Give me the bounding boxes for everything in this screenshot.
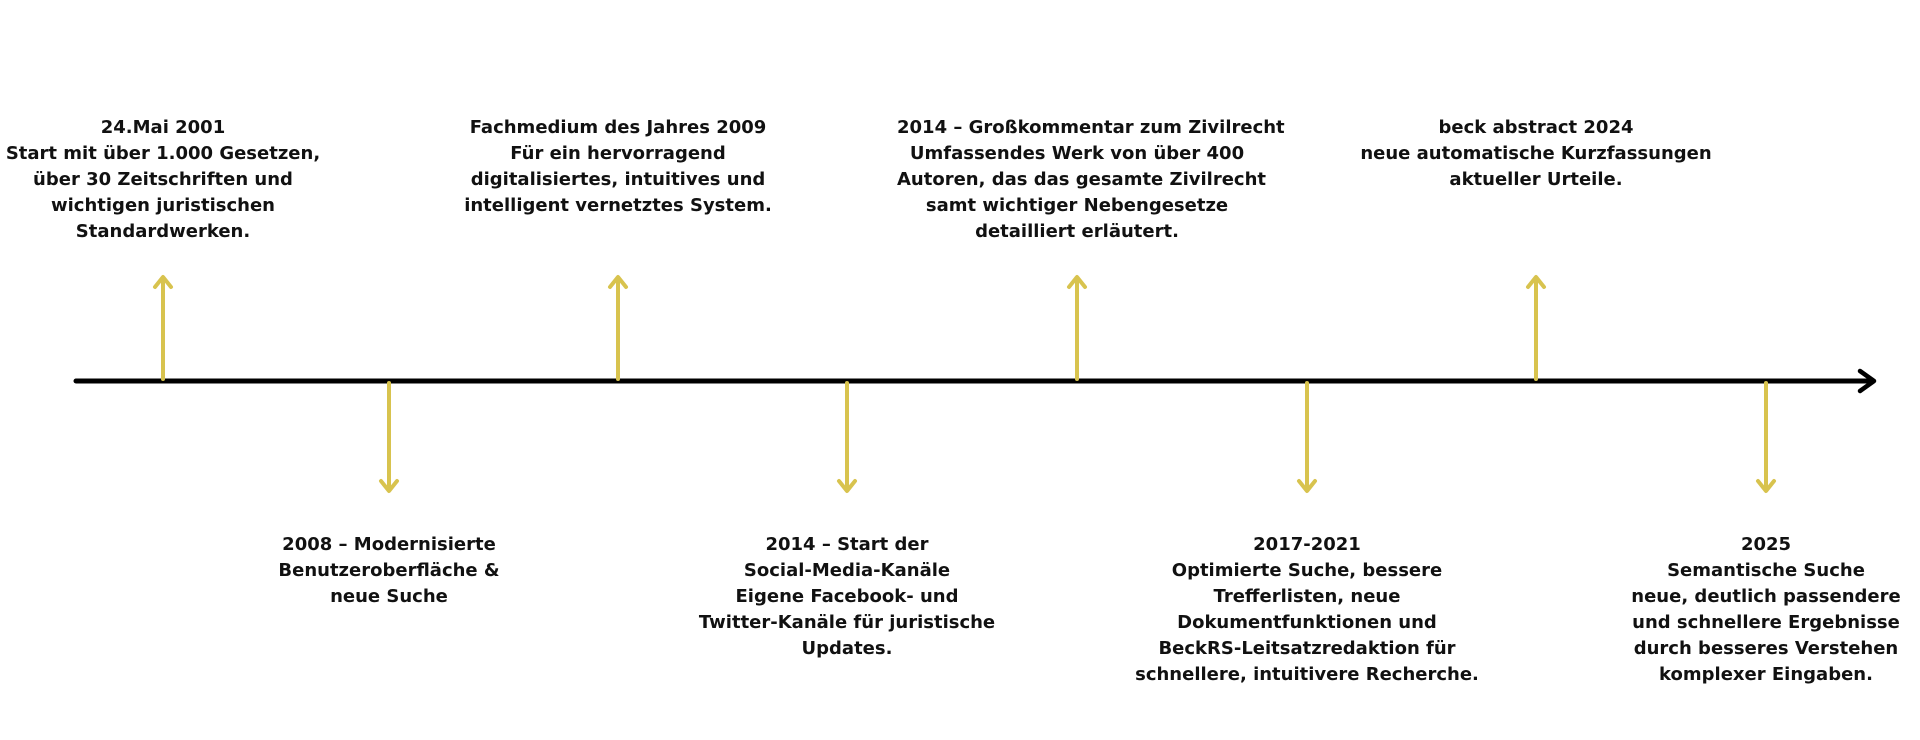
event-title: Fachmedium des Jahres 2009 (469, 117, 767, 138)
event-description-line: intelligent vernetztes System. (464, 195, 772, 216)
event-description-line: Umfassendes Werk von über 400 (909, 143, 1245, 164)
event-description-line: Standardwerken. (75, 221, 251, 242)
event-description-line: neue, deutlich passendere (1631, 586, 1901, 607)
event-description-line: durch besseres Verstehen (1633, 638, 1899, 659)
event-description-line: Benutzeroberfläche & (278, 560, 500, 581)
event-description-line: Twitter-Kanäle für juristische (698, 612, 996, 633)
event-description-line: wichtigen juristischen (51, 195, 275, 216)
event-title: 2014 – Großkommentar zum Zivilrecht (897, 117, 1285, 138)
event-title: 2025 (1740, 534, 1792, 555)
event-label-3 (438, 115, 798, 219)
event-arrows (155, 277, 1774, 491)
event-title: 2008 – Modernisierte (282, 534, 496, 555)
event-label-7 (1356, 115, 1716, 193)
event-label-4 (667, 532, 1027, 662)
event-arrow-up (1069, 277, 1085, 379)
event-description-line: aktueller Urteile. (1449, 169, 1623, 190)
event-description-line: Autoren, das das gesamte Zivilrecht (897, 169, 1266, 190)
event-title: 2017-2021 (1253, 534, 1361, 555)
event-description-line: digitalisiertes, intuitives und (470, 169, 766, 190)
event-arrow-down (1758, 383, 1774, 491)
event-arrow-up (1528, 277, 1544, 379)
event-arrow-up (155, 277, 171, 379)
event-label-1 (0, 115, 343, 245)
event-description-line: schnellere, intuitivere Recherche. (1135, 664, 1479, 685)
event-description-line: Semantische Suche (1667, 560, 1865, 581)
event-label-5 (897, 115, 1285, 245)
event-description-line: Start mit über 1.000 Gesetzen, (5, 143, 321, 164)
event-description-line: BeckRS-Leitsatzredaktion für (1158, 638, 1456, 659)
event-arrow-down (839, 383, 855, 491)
event-description-line: Für ein hervorragend (510, 143, 726, 164)
event-description-line: neue Suche (330, 586, 448, 607)
event-description-line: Updates. (801, 638, 893, 659)
event-description-line: Eigene Facebook- und (735, 586, 959, 607)
event-description-line: und schnellere Ergebnisse (1632, 612, 1900, 633)
event-arrow-down (381, 383, 397, 491)
event-description-line: neue automatische Kurzfassungen (1360, 143, 1712, 164)
event-description-line: über 30 Zeitschriften und (33, 169, 293, 190)
event-description-line: Dokumentfunktionen und (1177, 612, 1437, 633)
timeline-axis (76, 371, 1874, 391)
event-label-8 (1586, 532, 1920, 688)
event-description-line: detailliert erläutert. (975, 221, 1179, 242)
event-label-2 (209, 532, 569, 610)
event-description-line: Trefferlisten, neue (1213, 586, 1401, 607)
event-description-line: komplexer Eingaben. (1659, 664, 1873, 685)
event-label-6 (1127, 532, 1487, 688)
event-description-line: Optimierte Suche, bessere (1171, 560, 1443, 581)
event-arrow-down (1299, 383, 1315, 491)
event-title: beck abstract 2024 (1438, 117, 1634, 138)
event-description-line: Social-Media-Kanäle (743, 560, 951, 581)
event-description-line: samt wichtiger Nebengesetze (925, 195, 1229, 216)
event-title: 2014 – Start der (765, 534, 929, 555)
event-arrow-up (610, 277, 626, 379)
event-title: 24.Mai 2001 (100, 117, 226, 138)
